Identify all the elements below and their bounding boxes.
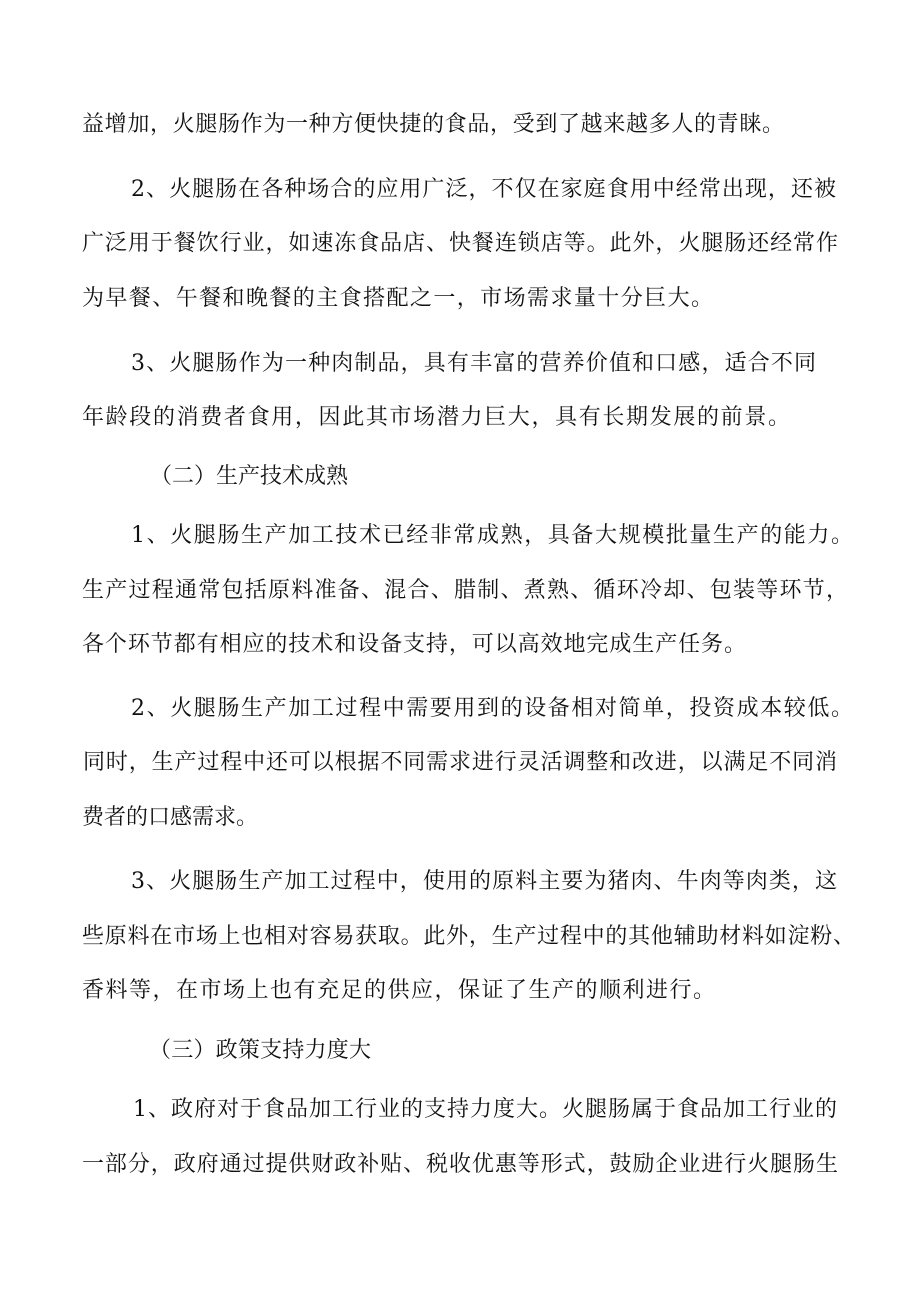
paragraph-line: 1、政府对于食品加工行业的支持力度大。火腿肠属于食品加工行业的	[133, 1097, 837, 1122]
paragraph-line: 3、火腿肠作为一种肉制品，具有丰富的营养价值和口感，适合不同	[131, 351, 816, 376]
paragraph-line: 广泛用于餐饮行业，如速冻食品店、快餐连锁店等。此外，火腿肠还经常作	[82, 231, 838, 256]
section-heading: （二）生产技术成熟	[150, 464, 349, 489]
paragraph-line: 香料等，在市场上也有充足的供应，保证了生产的顺利进行。	[82, 978, 715, 1003]
paragraph-line: 各个环节都有相应的技术和设备支持，可以高效地完成生产任务。	[82, 632, 746, 657]
section-heading: （三）政策支持力度大	[149, 1038, 371, 1063]
paragraph-line: 些原料在市场上也相对容易获取。此外，生产过程中的其他辅助材料如淀粉、	[82, 924, 855, 949]
paragraph-line: 为早餐、午餐和晚餐的主食搭配之一，市场需求量十分巨大。	[82, 286, 713, 311]
paragraph-line: 同时，生产过程中还可以根据不同需求进行灵活调整和改进，以满足不同消	[83, 750, 837, 775]
paragraph-line: 一部分，政府通过提供财政补贴、税收优惠等形式，鼓励企业进行火腿肠生	[82, 1152, 838, 1177]
paragraph-line: 3、火腿肠生产加工过程中，使用的原料主要为猪肉、牛肉等肉类，这	[131, 869, 837, 894]
paragraph-line: 年龄段的消费者食用，因此其市场潜力巨大，具有长期发展的前景。	[82, 405, 790, 430]
paragraph-line: 2、火腿肠在各种场合的应用广泛，不仅在家庭食用中经常出现，还被	[131, 177, 836, 202]
paragraph-line: 1、火腿肠生产加工技术已经非常成熟，具备大规模批量生产的能力。	[131, 523, 853, 548]
paragraph-line: 益增加，火腿肠作为一种方便快捷的食品，受到了越来越多人的青睐。	[82, 112, 784, 137]
paragraph-line: 2、火腿肠生产加工过程中需要用到的设备相对简单，投资成本较低。	[131, 696, 853, 721]
paragraph-line: 生产过程通常包括原料准备、混合、腊制、煮熟、循环冷却、包装等环节，	[82, 578, 848, 603]
paragraph-line: 费者的口感需求。	[82, 805, 259, 830]
